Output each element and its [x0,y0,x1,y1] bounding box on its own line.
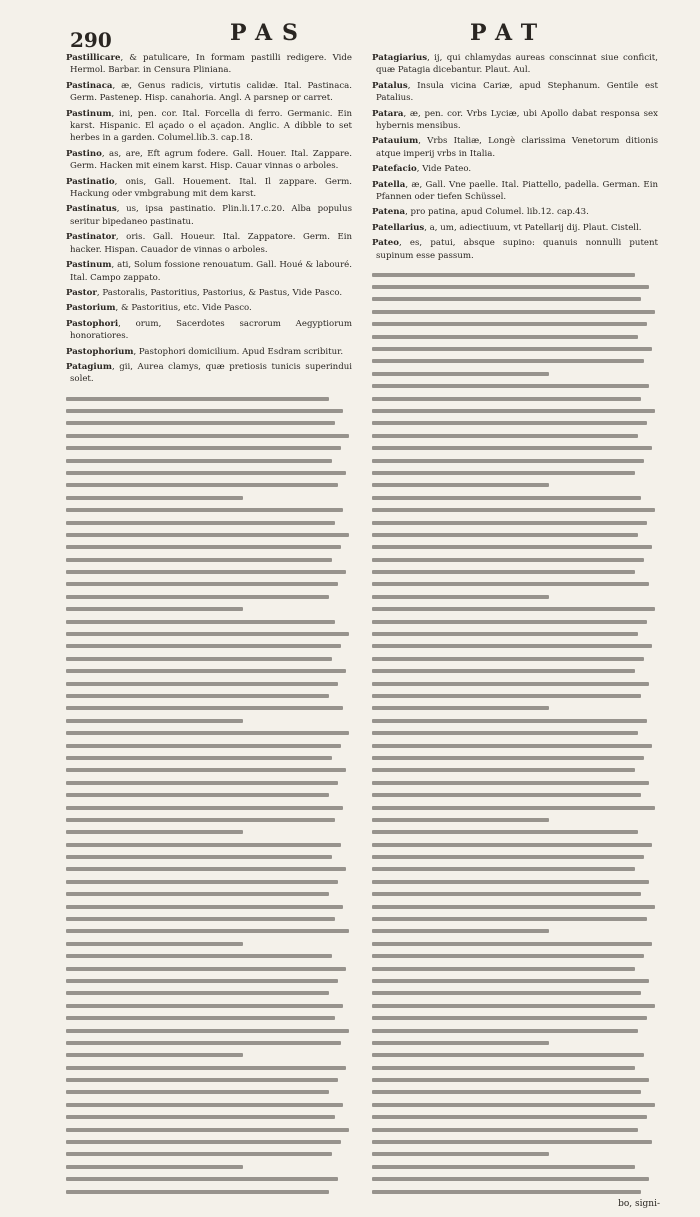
text-line-placeholder [372,1190,641,1194]
text-line-placeholder [372,607,655,611]
entry-text: , Pastoralis, Pastoritius, Pastorius, & Pastus, Vide Pasco. [96,287,343,298]
entry-headword: Pastor [66,287,97,298]
text-line-placeholder [66,806,343,810]
entry-headword: Pastinator [66,232,116,243]
text-line-placeholder [372,1041,549,1045]
text-line-placeholder [66,1140,341,1144]
text-line-placeholder [66,533,349,537]
text-line-placeholder [372,471,635,475]
dictionary-entry [66,318,352,343]
text-line-placeholder [372,483,549,487]
entry-text: , æ, pen. cor. Vrbs Lyciæ, ubi Apollo dabat responsa sex hybernis mensibus. [376,108,658,132]
entry-text: , es, patui, absque supino: quanuis nonnulli putent supinum esse passum. [376,238,658,261]
text-line-placeholder [372,508,655,512]
text-line-placeholder [66,657,332,661]
text-line-placeholder [66,682,338,686]
text-line-placeholder [372,967,635,971]
text-line-placeholder [66,843,341,847]
text-line-placeholder [372,644,652,648]
text-line-placeholder [372,335,638,339]
text-line-placeholder [372,421,647,425]
dictionary-entry [66,231,352,256]
text-line-placeholder [66,744,341,748]
text-line-placeholder [372,806,655,810]
text-line-placeholder [372,756,644,760]
entry-headword: Pastophorium [66,346,134,357]
text-line-placeholder [66,1053,243,1057]
entry-text: , orum, Sacerdotes sacrorum Aegyptiorum honoratiores. [70,318,352,342]
entry-headword: Pastino [66,148,102,159]
dictionary-entry [66,361,352,386]
text-line-placeholder [66,620,335,624]
text-line-placeholder [66,880,338,884]
text-line-placeholder [66,1078,338,1082]
text-line-placeholder [66,706,343,710]
text-line-placeholder [372,1177,649,1181]
text-line-placeholder [66,905,343,909]
dictionary-entry [372,135,658,160]
entry-text: , as, are, Eft agrum fodere. Gall. Houer. Ital. Zappare. Germ. Hacken mit einem karst. Hisp. Cauar vinnas o arboles. [70,148,352,172]
dictionary-entry [66,203,352,228]
text-line-placeholder [66,582,338,586]
text-line-placeholder [66,855,332,859]
text-line-placeholder [66,1103,343,1107]
text-line-placeholder [66,929,349,933]
text-line-placeholder [372,1004,655,1008]
text-line-placeholder [372,434,638,438]
entry-headword: Pateo [372,238,399,249]
entry-headword: Patellarius [372,222,425,233]
text-line-placeholder [372,1140,652,1144]
text-line-placeholder [66,632,349,636]
text-line-placeholder [372,867,635,871]
text-line-placeholder [66,1165,243,1169]
text-line-placeholder [372,744,652,748]
entry-text: , ati, Solum fossione renouatum. Gall. Houé & labouré. Ital. Campo zappato. [70,260,352,283]
text-line-placeholder [66,1041,341,1045]
text-line-placeholder [372,781,649,785]
dictionary-entry [66,148,352,173]
text-line-placeholder [372,397,641,401]
text-line-placeholder [66,397,329,401]
text-line-placeholder [372,620,647,624]
text-line-placeholder [372,459,644,463]
text-line-placeholder [372,929,549,933]
text-line-placeholder [372,719,647,723]
entry-text: , Vrbs Italiæ, Longè clarissima Venetorum ditionis atque imperij vrbs in Italia. [376,136,658,159]
text-line-placeholder [372,768,635,772]
text-line-placeholder [372,533,638,537]
text-line-placeholder [372,297,641,301]
entry-headword: Patara [372,108,404,119]
entry-text: , ij, qui chlamydas aureas conscinnat siue conficit, quæ Patagia dicebantur. Plaut. Aul. [376,53,658,76]
text-line-placeholder [372,1152,549,1156]
text-line-placeholder [372,1128,638,1132]
text-line-placeholder [372,372,549,376]
text-line-placeholder [66,1177,338,1181]
dictionary-entry [372,237,658,262]
left-column-text-fill [66,388,352,1202]
text-line-placeholder [66,694,329,698]
text-line-placeholder [66,521,335,525]
entry-text: , a, um, adiectiuum, vt Patellarij dij. Plaut. Cistell. [424,222,642,233]
text-line-placeholder [372,1029,638,1033]
dictionary-entry [372,108,658,133]
text-line-placeholder [66,867,346,871]
entry-text: , Vide Pateo. [416,164,472,175]
text-line-placeholder [66,1128,349,1132]
entry-text: , us, ipsa pastinatio. Plin.li.17.c.20. Alba populus seritur bipedaneo pastinatu. [70,204,352,227]
text-line-placeholder [372,359,644,363]
dictionary-entry [372,52,658,77]
text-line-placeholder [372,1053,644,1057]
text-line-placeholder [66,483,338,487]
text-line-placeholder [372,830,638,834]
left-column [66,52,352,1202]
text-line-placeholder [372,446,652,450]
text-line-placeholder [372,1078,649,1082]
text-line-placeholder [372,682,649,686]
text-line-placeholder [66,1066,346,1070]
text-line-placeholder [372,694,641,698]
page-number: 290 [70,28,112,52]
entry-text: , ini, pen. cor. Ital. Forcella di ferro. Germanic. Ein karst. Hispanic. El açado o el açadon. Anglic. A dibble to set herbes in a garden. Columel.lib.3. cap.18. [70,108,352,144]
text-line-placeholder [66,1016,335,1020]
text-line-placeholder [372,880,649,884]
text-line-placeholder [372,979,649,983]
text-line-placeholder [66,409,343,413]
text-line-placeholder [66,434,349,438]
text-line-placeholder [66,954,332,958]
text-line-placeholder [66,471,346,475]
right-column-text-fill [372,264,658,1202]
text-line-placeholder [372,905,655,909]
dictionary-entry [66,52,352,77]
text-line-placeholder [372,669,635,673]
text-line-placeholder [66,818,335,822]
dictionary-entry [66,302,352,314]
text-line-placeholder [66,595,329,599]
entry-text: , gii, Aurea clamys, quæ pretiosis tunicis superindui solet. [70,361,352,385]
text-line-placeholder [372,347,652,351]
text-line-placeholder [66,967,346,971]
text-line-placeholder [66,917,335,921]
text-line-placeholder [66,756,332,760]
page-header [0,14,700,52]
text-line-placeholder [372,273,635,277]
text-line-placeholder [66,1029,349,1033]
text-line-placeholder [372,818,549,822]
text-line-placeholder [372,632,638,636]
dictionary-entry [372,179,658,204]
entry-headword: Pastinatio [66,176,115,187]
text-line-placeholder [372,991,641,995]
text-line-placeholder [66,979,338,983]
dictionary-entry [372,206,658,218]
text-line-placeholder [372,855,644,859]
entry-headword: Patena [372,207,406,218]
entry-headword: Pastinum [66,260,112,271]
text-line-placeholder [66,570,346,574]
right-column [372,52,658,1202]
text-line-placeholder [372,496,641,500]
text-line-placeholder [66,942,243,946]
entry-text: , Pastophori domicilium. Apud Esdram scribitur. [133,346,344,357]
text-line-placeholder [66,508,343,512]
text-line-placeholder [66,892,329,896]
entry-text: , æ, Gall. Vne paelle. Ital. Piattello, padella. German. Ein Pfannen oder tiefen Schüssel. [376,179,658,203]
entry-text: , oris. Gall. Houeur. Ital. Zappatore. Germ. Ein hacker. Hispan. Cauador de vinnas o arboles. [70,232,352,255]
entry-headword: Patalus [372,80,408,91]
text-line-placeholder [66,1004,343,1008]
text-line-placeholder [66,545,341,549]
text-line-placeholder [66,719,243,723]
entry-headword: Patagiarius [372,53,428,63]
dictionary-entry [372,80,658,105]
entry-text: , Insula vicina Cariæ, apud Stephanum. Gentile est Patalius. [376,80,658,104]
text-line-placeholder [66,421,335,425]
text-line-placeholder [66,446,341,450]
text-line-placeholder [66,991,329,995]
entry-headword: Pastillicare [66,53,121,63]
dictionary-entry [66,259,352,284]
text-line-placeholder [66,558,332,562]
text-line-placeholder [372,892,641,896]
text-line-placeholder [66,768,346,772]
text-line-placeholder [372,322,647,326]
text-line-placeholder [372,942,652,946]
dictionary-entry [66,108,352,145]
running-head-left: PAS [230,20,308,46]
entry-headword: Pastinatus [66,204,117,215]
entry-text: , pro patina, apud Columel. lib.12. cap.43. [405,207,589,218]
dictionary-entry [66,287,352,299]
text-line-placeholder [372,1016,647,1020]
dictionary-entry [372,222,658,234]
text-line-placeholder [372,954,644,958]
text-line-placeholder [372,1115,647,1119]
dictionary-entry [66,176,352,201]
text-line-placeholder [66,1152,332,1156]
entry-headword: Patauium [372,136,419,147]
entry-headword: Pastinum [66,108,112,119]
text-line-placeholder [66,459,332,463]
text-line-placeholder [372,1103,655,1107]
text-line-placeholder [66,1190,329,1194]
dictionary-entry [66,346,352,358]
text-line-placeholder [66,644,341,648]
text-line-placeholder [66,669,346,673]
entry-text: , onis, Gall. Houement. Ital. Il zappare. Germ. Hackung oder vmbgrabung mit dem karst. [70,176,352,200]
dictionary-entry [66,80,352,105]
text-line-placeholder [66,781,338,785]
entry-headword: Patefacio [372,164,417,175]
text-line-placeholder [372,917,647,921]
text-line-placeholder [66,496,243,500]
running-head-right: PAT [470,20,548,46]
text-line-placeholder [372,409,655,413]
text-line-placeholder [372,545,652,549]
text-line-placeholder [372,1090,641,1094]
text-line-placeholder [66,830,243,834]
dictionary-entry [372,163,658,175]
text-line-placeholder [372,793,641,797]
entry-headword: Pastorium [66,303,116,314]
text-line-placeholder [372,843,652,847]
text-line-placeholder [372,731,638,735]
text-line-placeholder [372,570,635,574]
text-line-placeholder [372,582,649,586]
entry-text: , & patulicare, In formam pastilli redigere. Vide Hermol. Barbar. in Censura Pliniana. [70,53,352,76]
entry-text: , & Pastoritius, etc. Vide Pasco. [115,303,252,314]
text-line-placeholder [372,521,647,525]
text-line-placeholder [66,1090,329,1094]
text-line-placeholder [372,595,549,599]
text-line-placeholder [66,1115,335,1119]
catchword: bo, signi- [618,1199,660,1209]
entry-headword: Patagium [66,361,112,372]
entry-text: , æ, Genus radicis, virtutis calidæ. Ital. Pastinaca. Germ. Pastenep. Hisp. canahoria. Angl. A parsnep or carret. [70,80,352,104]
text-line-placeholder [372,285,649,289]
text-line-placeholder [372,384,649,388]
text-line-placeholder [372,310,655,314]
text-line-placeholder [66,731,349,735]
text-line-placeholder [372,1165,635,1169]
text-line-placeholder [372,1066,635,1070]
entry-headword: Pastophori [66,318,119,329]
text-line-placeholder [372,657,644,661]
text-line-placeholder [66,607,243,611]
entry-headword: Pastinaca [66,80,113,91]
text-line-placeholder [66,793,329,797]
text-line-placeholder [372,706,549,710]
text-line-placeholder [372,558,644,562]
entry-headword: Patella [372,179,406,190]
